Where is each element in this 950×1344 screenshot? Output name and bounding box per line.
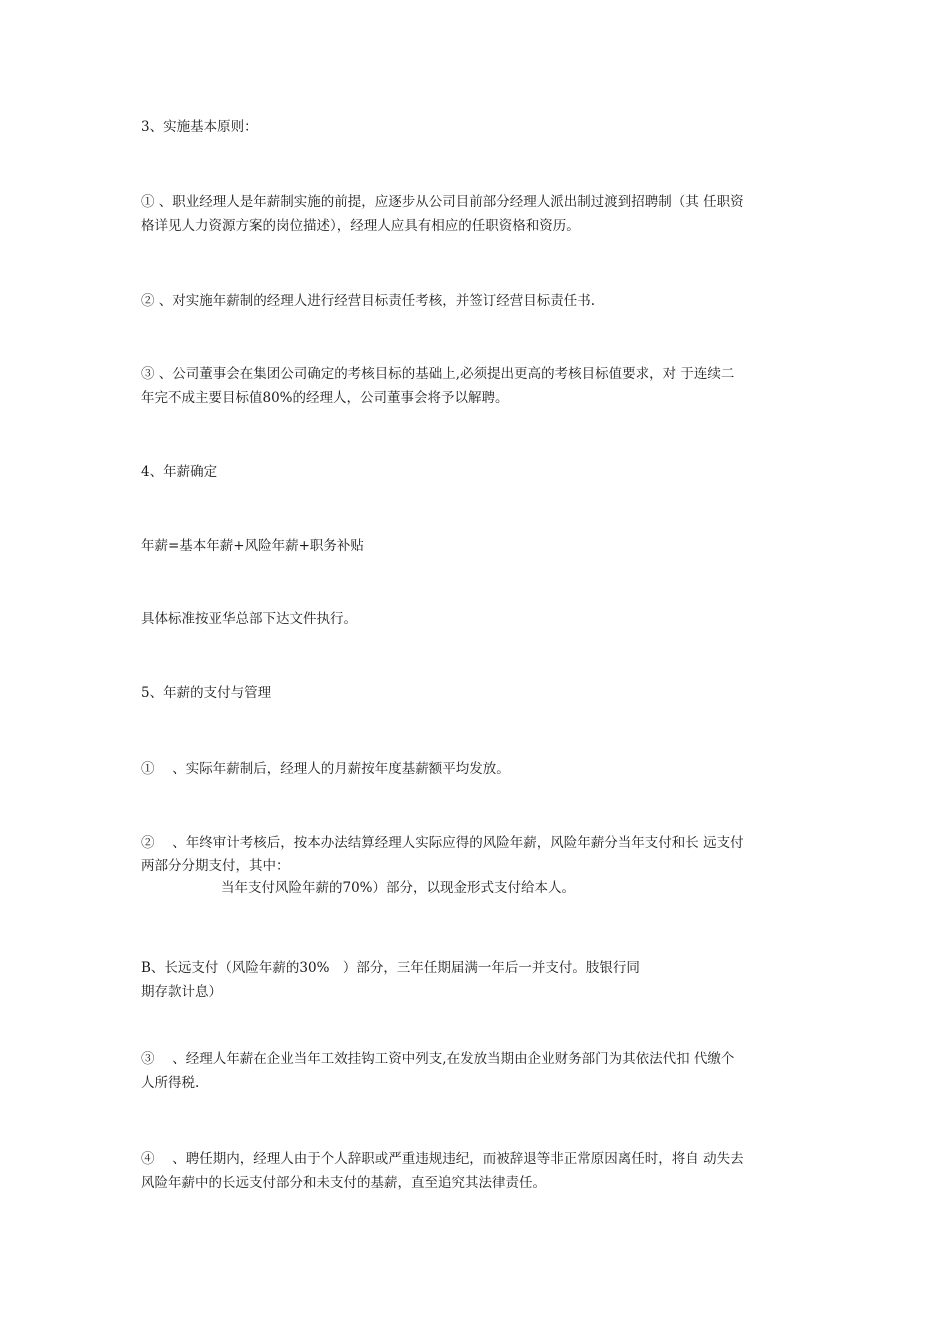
- section-3-item-3: [141, 362, 815, 410]
- paragraph-line: 期存款计息）: [141, 984, 222, 1000]
- paragraph-line: ② 、对实施年薪制的经理人进行经营目标责任考核，并签订经营目标责任书.: [141, 293, 596, 309]
- paragraph-line: B、长远支付（风险年薪的30% ）部分，三年任期届满一年后一并支付。肢银行同: [141, 960, 640, 976]
- paragraph-line: 人所得税.: [141, 1075, 200, 1091]
- section-4-note: [141, 607, 815, 631]
- paragraph-line: 格详见人力资源方案的岗位描述），经理人应具有相应的任职资格和资历。: [141, 218, 580, 234]
- paragraph-line: ① 、实际年薪制后，经理人的月薪按年度基薪额平均发放。: [141, 761, 510, 777]
- section-3-heading: [141, 115, 815, 139]
- heading-text: 5、年薪的支付与管理: [141, 685, 272, 701]
- paragraph-line: 两部分分期支付，其中：: [141, 858, 290, 874]
- paragraph-line: ④ 、聘任期内，经理人由于个人辞职或严重违规违纪，而被辞退等非正常原因离任时，将自 动失去: [141, 1151, 744, 1167]
- section-5-item-3: [141, 1047, 815, 1095]
- section-5-item-1: [141, 757, 815, 781]
- paragraph-line: 年完不成主要目标值80%的经理人，公司董事会将予以解聘。: [141, 390, 509, 406]
- section-5-item-4: [141, 1147, 815, 1195]
- section-3-item-1: [141, 190, 815, 238]
- section-5-heading: [141, 681, 815, 705]
- paragraph-line: 当年支付风险年薪的70%）部分，以现金形式支付给本人。: [221, 880, 576, 896]
- section-4-formula: [141, 534, 815, 558]
- heading-text: 4、年薪确定: [141, 464, 218, 480]
- paragraph-line: 年薪=基本年薪+风险年薪+职务补贴: [141, 538, 364, 554]
- paragraph-line: 具体标准按亚华总部下达文件执行。: [141, 611, 357, 627]
- paragraph-line: ② 、年终审计考核后，按本办法结算经理人实际应得的风险年薪，风险年薪分当年支付和长 远支付: [141, 835, 744, 851]
- section-4-heading: [141, 460, 815, 484]
- section-3-item-2: [141, 289, 815, 313]
- section-5-item-2: [141, 831, 815, 899]
- heading-text: 3、实施基本原则：: [141, 119, 258, 135]
- paragraph-line: ③ 、公司董事会在集团公司确定的考核目标的基础上,必须提出更高的考核目标值要求，对 于连续二: [141, 366, 735, 382]
- paragraph-line: ③ 、经理人年薪在企业当年工效挂钩工资中列支,在发放当期由企业财务部门为其依法代扣 代缴个: [141, 1051, 735, 1067]
- section-5-item-b: [141, 956, 815, 1004]
- paragraph-line: ① 、职业经理人是年薪制实施的前提，应逐步从公司目前部分经理人派出制过渡到招聘制（其 任职资: [141, 194, 744, 210]
- paragraph-line: 风险年薪中的长远支付部分和未支付的基薪，直至追究其法律责任。: [141, 1175, 546, 1191]
